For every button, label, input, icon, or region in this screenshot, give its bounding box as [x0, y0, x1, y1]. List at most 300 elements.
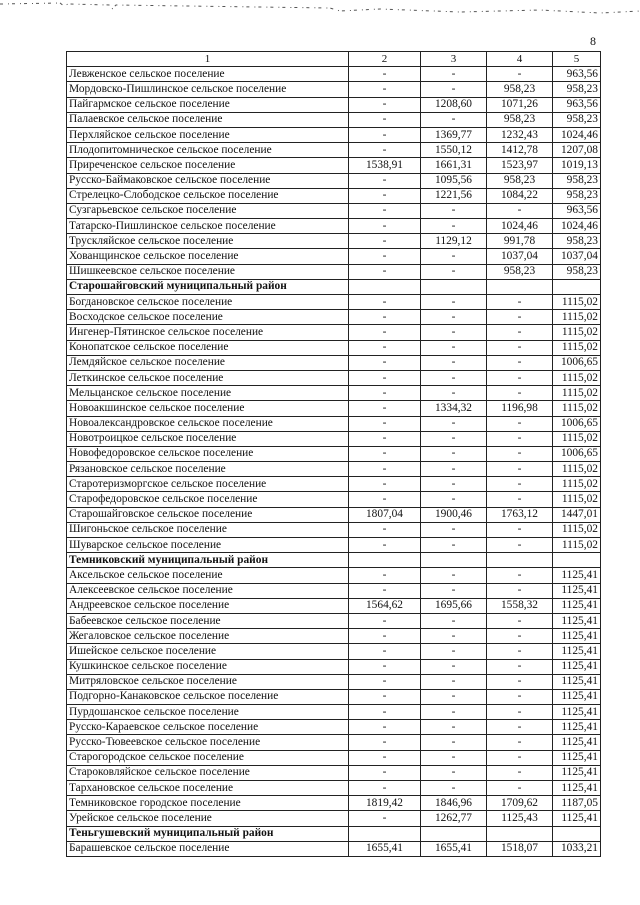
- settlement-name-cell: Аксельское сельское поселение: [67, 568, 349, 583]
- table-row: [67, 735, 601, 750]
- settlement-name-cell: Левженское сельское поселение: [67, 67, 349, 82]
- col4-value-cell: -: [487, 629, 553, 644]
- col4-value-cell: 1024,46: [487, 219, 553, 234]
- col5-value-cell: 1125,41: [553, 735, 601, 750]
- col2-value-cell: [349, 279, 421, 294]
- col3-value-cell: 1695,66: [421, 598, 487, 613]
- settlement-name-cell: Татарско-Пишлинское сельское поселение: [67, 219, 349, 234]
- col2-value-cell: -: [349, 492, 421, 507]
- settlement-name-cell: Мордовско-Пишлинское сельское поселение: [67, 82, 349, 97]
- table-body: [67, 67, 601, 857]
- table-row: [67, 370, 601, 385]
- table-row: [67, 705, 601, 720]
- settlement-name-cell: Старогородское сельское поселение: [67, 750, 349, 765]
- col5-value-cell: 1115,02: [553, 310, 601, 325]
- settlement-name-cell: Рязановское сельское поселение: [67, 462, 349, 477]
- col3-value-cell: -: [421, 644, 487, 659]
- col5-value-cell: 1115,02: [553, 522, 601, 537]
- col4-value-cell: -: [487, 750, 553, 765]
- col3-value-cell: 1661,31: [421, 158, 487, 173]
- settlement-name-cell: Новоалександровское сельское поселение: [67, 416, 349, 431]
- col2-value-cell: -: [349, 705, 421, 720]
- col4-value-cell: -: [487, 538, 553, 553]
- col5-value-cell: 1006,65: [553, 446, 601, 461]
- col2-value-cell: -: [349, 264, 421, 279]
- table-row: [67, 644, 601, 659]
- col3-value-cell: -: [421, 765, 487, 780]
- col5-value-cell: 1125,41: [553, 765, 601, 780]
- settlement-name-cell: Русско-Караевское сельское поселение: [67, 720, 349, 735]
- table-row: [67, 234, 601, 249]
- col3-value-cell: 1095,56: [421, 173, 487, 188]
- table-row: [67, 203, 601, 218]
- settlement-name-cell: Жегаловское сельское поселение: [67, 629, 349, 644]
- col3-value-cell: -: [421, 659, 487, 674]
- col4-value-cell: -: [487, 674, 553, 689]
- col2-value-cell: -: [349, 127, 421, 142]
- col5-value-cell: 1125,41: [553, 629, 601, 644]
- settlement-name-cell: Приреченское сельское поселение: [67, 158, 349, 173]
- col4-value-cell: -: [487, 720, 553, 735]
- col4-value-cell: [487, 279, 553, 294]
- col4-value-cell: 1071,26: [487, 97, 553, 112]
- col2-value-cell: -: [349, 735, 421, 750]
- table-row: [67, 416, 601, 431]
- settlement-name-cell: Мельцанское сельское поселение: [67, 386, 349, 401]
- table-row: [67, 538, 601, 553]
- column-header: 3: [421, 52, 487, 67]
- settlement-name-cell: Шигоньское сельское поселение: [67, 522, 349, 537]
- col3-value-cell: -: [421, 325, 487, 340]
- col4-value-cell: 1125,43: [487, 811, 553, 826]
- col3-value-cell: -: [421, 67, 487, 82]
- col3-value-cell: -: [421, 355, 487, 370]
- table-row: [67, 720, 601, 735]
- col2-value-cell: -: [349, 295, 421, 310]
- col5-value-cell: 958,23: [553, 173, 601, 188]
- col3-value-cell: -: [421, 735, 487, 750]
- table-row: [67, 674, 601, 689]
- district-name-cell: Темниковский муниципальный район: [67, 553, 349, 568]
- col4-value-cell: -: [487, 522, 553, 537]
- table-row: [67, 781, 601, 796]
- col2-value-cell: -: [349, 720, 421, 735]
- settlement-name-cell: Русско-Тювеевское сельское поселение: [67, 735, 349, 750]
- col4-value-cell: 1196,98: [487, 401, 553, 416]
- col3-value-cell: -: [421, 219, 487, 234]
- col5-value-cell: 1125,41: [553, 598, 601, 613]
- settlement-name-cell: Русско-Баймаковское сельское поселение: [67, 173, 349, 188]
- settlement-name-cell: Перхляйское сельское поселение: [67, 127, 349, 142]
- col3-value-cell: -: [421, 446, 487, 461]
- col2-value-cell: -: [349, 340, 421, 355]
- settlement-name-cell: Трускляйское сельское поселение: [67, 234, 349, 249]
- col3-value-cell: -: [421, 462, 487, 477]
- col4-value-cell: -: [487, 583, 553, 598]
- col2-value-cell: -: [349, 143, 421, 158]
- table-row: [67, 431, 601, 446]
- table-row: [67, 689, 601, 704]
- col2-value-cell: -: [349, 97, 421, 112]
- table-row: [67, 401, 601, 416]
- col3-value-cell: -: [421, 613, 487, 628]
- settlement-name-cell: Новофедоровское сельское поселение: [67, 446, 349, 461]
- col4-value-cell: 958,23: [487, 264, 553, 279]
- table-row: [67, 462, 601, 477]
- table-row: [67, 264, 601, 279]
- table-row: [67, 325, 601, 340]
- table-row: [67, 386, 601, 401]
- settlement-name-cell: Восходское сельское поселение: [67, 310, 349, 325]
- col5-value-cell: 1125,41: [553, 568, 601, 583]
- table-row: [67, 340, 601, 355]
- col3-value-cell: -: [421, 689, 487, 704]
- col2-value-cell: -: [349, 568, 421, 583]
- col3-value-cell: -: [421, 750, 487, 765]
- col5-value-cell: 1125,41: [553, 689, 601, 704]
- col3-value-cell: -: [421, 583, 487, 598]
- col4-value-cell: -: [487, 735, 553, 750]
- col2-value-cell: -: [349, 446, 421, 461]
- settlement-name-cell: Хованщинское сельское поселение: [67, 249, 349, 264]
- col2-value-cell: -: [349, 538, 421, 553]
- col4-value-cell: [487, 553, 553, 568]
- settlement-name-cell: Подгорно-Канаковское сельское поселение: [67, 689, 349, 704]
- settlement-name-cell: Барашевское сельское поселение: [67, 841, 349, 856]
- table-row: [67, 507, 601, 522]
- col4-value-cell: 1523,97: [487, 158, 553, 173]
- col5-value-cell: 1447,01: [553, 507, 601, 522]
- page-number: 8: [590, 34, 596, 48]
- table-row: [67, 173, 601, 188]
- col4-value-cell: -: [487, 310, 553, 325]
- column-header: 1: [67, 52, 349, 67]
- table-row: [67, 82, 601, 97]
- settlement-name-cell: Конопатское сельское поселение: [67, 340, 349, 355]
- settlement-name-cell: Бабеевское сельское поселение: [67, 613, 349, 628]
- table-row: [67, 598, 601, 613]
- settlement-name-cell: Стрелецко-Слободское сельское поселение: [67, 188, 349, 203]
- col2-value-cell: 1538,91: [349, 158, 421, 173]
- col5-value-cell: [553, 279, 601, 294]
- settlement-name-cell: Пайгармское сельское поселение: [67, 97, 349, 112]
- col5-value-cell: [553, 553, 601, 568]
- col2-value-cell: -: [349, 112, 421, 127]
- col4-value-cell: -: [487, 462, 553, 477]
- col3-value-cell: [421, 279, 487, 294]
- table-row: [67, 127, 601, 142]
- district-header-row: [67, 553, 601, 568]
- col3-value-cell: 1846,96: [421, 796, 487, 811]
- col5-value-cell: 1115,02: [553, 401, 601, 416]
- col4-value-cell: 958,23: [487, 112, 553, 127]
- col3-value-cell: -: [421, 370, 487, 385]
- col2-value-cell: -: [349, 689, 421, 704]
- data-table: [66, 51, 601, 857]
- col5-value-cell: 963,56: [553, 203, 601, 218]
- col5-value-cell: 1115,02: [553, 340, 601, 355]
- table-row: [67, 249, 601, 264]
- col3-value-cell: [421, 553, 487, 568]
- col2-value-cell: -: [349, 310, 421, 325]
- settlement-name-cell: Старофедоровское сельское поселение: [67, 492, 349, 507]
- col5-value-cell: 1125,41: [553, 613, 601, 628]
- table-row: [67, 765, 601, 780]
- col3-value-cell: -: [421, 720, 487, 735]
- col4-value-cell: 991,78: [487, 234, 553, 249]
- settlement-name-cell: Ишейское сельское поселение: [67, 644, 349, 659]
- table-row: [67, 629, 601, 644]
- table-row: [67, 750, 601, 765]
- table-row: [67, 659, 601, 674]
- col2-value-cell: [349, 553, 421, 568]
- col2-value-cell: -: [349, 765, 421, 780]
- col3-value-cell: 1550,12: [421, 143, 487, 158]
- col4-value-cell: -: [487, 295, 553, 310]
- settlement-name-cell: Темниковское городское поселение: [67, 796, 349, 811]
- col2-value-cell: -: [349, 644, 421, 659]
- col5-value-cell: 958,23: [553, 234, 601, 249]
- col4-value-cell: -: [487, 705, 553, 720]
- col4-value-cell: [487, 826, 553, 841]
- settlement-name-cell: Новоакшинское сельское поселение: [67, 401, 349, 416]
- col3-value-cell: -: [421, 340, 487, 355]
- col3-value-cell: -: [421, 477, 487, 492]
- col5-value-cell: 958,23: [553, 82, 601, 97]
- col2-value-cell: -: [349, 811, 421, 826]
- settlement-name-cell: Тархановское сельское поселение: [67, 781, 349, 796]
- col5-value-cell: 1033,21: [553, 841, 601, 856]
- col5-value-cell: 1037,04: [553, 249, 601, 264]
- col4-value-cell: -: [487, 568, 553, 583]
- col4-value-cell: -: [487, 765, 553, 780]
- col2-value-cell: -: [349, 355, 421, 370]
- col5-value-cell: 963,56: [553, 97, 601, 112]
- col4-value-cell: -: [487, 613, 553, 628]
- settlement-name-cell: Шуварское сельское поселение: [67, 538, 349, 553]
- table-row: [67, 811, 601, 826]
- col5-value-cell: 1125,41: [553, 720, 601, 735]
- col4-value-cell: 1037,04: [487, 249, 553, 264]
- col4-value-cell: -: [487, 203, 553, 218]
- col3-value-cell: -: [421, 386, 487, 401]
- col2-value-cell: -: [349, 386, 421, 401]
- col4-value-cell: 958,23: [487, 173, 553, 188]
- col2-value-cell: -: [349, 659, 421, 674]
- table-row: [67, 295, 601, 310]
- column-header: 5: [553, 52, 601, 67]
- column-header: 2: [349, 52, 421, 67]
- col5-value-cell: 1125,41: [553, 750, 601, 765]
- col5-value-cell: 1115,02: [553, 492, 601, 507]
- table-row: [67, 97, 601, 112]
- col5-value-cell: 1125,41: [553, 644, 601, 659]
- settlement-name-cell: Новотроицкое сельское поселение: [67, 431, 349, 446]
- col5-value-cell: 1115,02: [553, 295, 601, 310]
- settlement-name-cell: Леткинское сельское поселение: [67, 370, 349, 385]
- col3-value-cell: [421, 826, 487, 841]
- col4-value-cell: 1232,43: [487, 127, 553, 142]
- col4-value-cell: -: [487, 689, 553, 704]
- col5-value-cell: 1115,02: [553, 325, 601, 340]
- district-name-cell: Теньгушевский муниципальный район: [67, 826, 349, 841]
- col2-value-cell: -: [349, 173, 421, 188]
- col3-value-cell: 1900,46: [421, 507, 487, 522]
- col5-value-cell: 958,23: [553, 112, 601, 127]
- table-row: [67, 355, 601, 370]
- col5-value-cell: 1019,13: [553, 158, 601, 173]
- col4-value-cell: -: [487, 644, 553, 659]
- settlement-name-cell: Староковляйское сельское поселение: [67, 765, 349, 780]
- col2-value-cell: -: [349, 431, 421, 446]
- col4-value-cell: 1412,78: [487, 143, 553, 158]
- col5-value-cell: 1125,41: [553, 583, 601, 598]
- col2-value-cell: -: [349, 750, 421, 765]
- col3-value-cell: -: [421, 538, 487, 553]
- table-row: [67, 568, 601, 583]
- col4-value-cell: -: [487, 492, 553, 507]
- col3-value-cell: -: [421, 310, 487, 325]
- col4-value-cell: -: [487, 340, 553, 355]
- col2-value-cell: -: [349, 203, 421, 218]
- settlement-name-cell: Сузгарьевское сельское поселение: [67, 203, 349, 218]
- col4-value-cell: 1518,07: [487, 841, 553, 856]
- col2-value-cell: -: [349, 416, 421, 431]
- settlement-name-cell: Урейское сельское поселение: [67, 811, 349, 826]
- col2-value-cell: -: [349, 613, 421, 628]
- col5-value-cell: 963,56: [553, 67, 601, 82]
- col3-value-cell: -: [421, 295, 487, 310]
- col2-value-cell: -: [349, 477, 421, 492]
- settlement-name-cell: Старотеризморгское сельское поселение: [67, 477, 349, 492]
- col5-value-cell: 1187,05: [553, 796, 601, 811]
- district-name-cell: Старошайговский муниципальный район: [67, 279, 349, 294]
- col3-value-cell: 1655,41: [421, 841, 487, 856]
- col3-value-cell: -: [421, 629, 487, 644]
- col2-value-cell: -: [349, 67, 421, 82]
- col4-value-cell: -: [487, 355, 553, 370]
- col5-value-cell: 1125,41: [553, 659, 601, 674]
- settlement-name-cell: Плодопитомническое сельское поселение: [67, 143, 349, 158]
- col3-value-cell: -: [421, 568, 487, 583]
- col2-value-cell: [349, 826, 421, 841]
- col5-value-cell: 1125,41: [553, 705, 601, 720]
- settlement-name-cell: Алексеевское сельское поселение: [67, 583, 349, 598]
- col5-value-cell: 958,23: [553, 188, 601, 203]
- col4-value-cell: 1709,62: [487, 796, 553, 811]
- settlement-name-cell: Пурдошанское сельское поселение: [67, 705, 349, 720]
- header-row: [67, 52, 601, 67]
- table-row: [67, 310, 601, 325]
- table-row: [67, 67, 601, 82]
- settlement-name-cell: Митряловское сельское поселение: [67, 674, 349, 689]
- settlement-name-cell: Старошайговское сельское поселение: [67, 507, 349, 522]
- col2-value-cell: -: [349, 188, 421, 203]
- col3-value-cell: 1369,77: [421, 127, 487, 142]
- col5-value-cell: 1115,02: [553, 477, 601, 492]
- col2-value-cell: -: [349, 674, 421, 689]
- settlement-name-cell: Палаевское сельское поселение: [67, 112, 349, 127]
- scan-edge-artifact: [0, 0, 640, 14]
- col2-value-cell: 1807,04: [349, 507, 421, 522]
- settlement-name-cell: Шишкеевское сельское поселение: [67, 264, 349, 279]
- col2-value-cell: -: [349, 370, 421, 385]
- col5-value-cell: 1115,02: [553, 538, 601, 553]
- district-header-row: [67, 279, 601, 294]
- col2-value-cell: 1564,62: [349, 598, 421, 613]
- col5-value-cell: 1006,65: [553, 416, 601, 431]
- col2-value-cell: 1819,42: [349, 796, 421, 811]
- col5-value-cell: 1207,08: [553, 143, 601, 158]
- col3-value-cell: -: [421, 674, 487, 689]
- column-header: 4: [487, 52, 553, 67]
- table-row: [67, 613, 601, 628]
- col5-value-cell: 1115,02: [553, 431, 601, 446]
- col4-value-cell: -: [487, 781, 553, 796]
- col2-value-cell: -: [349, 462, 421, 477]
- col4-value-cell: -: [487, 431, 553, 446]
- district-header-row: [67, 826, 601, 841]
- col5-value-cell: [553, 826, 601, 841]
- col4-value-cell: 1084,22: [487, 188, 553, 203]
- settlement-name-cell: Лемдяйское сельское поселение: [67, 355, 349, 370]
- settlement-name-cell: Богдановское сельское поселение: [67, 295, 349, 310]
- col3-value-cell: 1221,56: [421, 188, 487, 203]
- col2-value-cell: -: [349, 781, 421, 796]
- col3-value-cell: -: [421, 112, 487, 127]
- col4-value-cell: -: [487, 416, 553, 431]
- col3-value-cell: -: [421, 82, 487, 97]
- col3-value-cell: -: [421, 416, 487, 431]
- col4-value-cell: 958,23: [487, 82, 553, 97]
- col2-value-cell: 1655,41: [349, 841, 421, 856]
- table-row: [67, 492, 601, 507]
- col3-value-cell: 1208,60: [421, 97, 487, 112]
- table-row: [67, 796, 601, 811]
- col3-value-cell: -: [421, 431, 487, 446]
- table-row: [67, 841, 601, 856]
- col5-value-cell: 1115,02: [553, 370, 601, 385]
- col2-value-cell: -: [349, 219, 421, 234]
- table-row: [67, 583, 601, 598]
- col4-value-cell: -: [487, 446, 553, 461]
- col4-value-cell: -: [487, 386, 553, 401]
- col3-value-cell: -: [421, 781, 487, 796]
- col5-value-cell: 958,23: [553, 264, 601, 279]
- col5-value-cell: 1024,46: [553, 219, 601, 234]
- col3-value-cell: -: [421, 492, 487, 507]
- col4-value-cell: -: [487, 477, 553, 492]
- col2-value-cell: -: [349, 583, 421, 598]
- col3-value-cell: -: [421, 203, 487, 218]
- col5-value-cell: 1115,02: [553, 386, 601, 401]
- table-row: [67, 522, 601, 537]
- col3-value-cell: -: [421, 264, 487, 279]
- col3-value-cell: 1262,77: [421, 811, 487, 826]
- col4-value-cell: 1558,32: [487, 598, 553, 613]
- settlement-name-cell: Андреевское сельское поселение: [67, 598, 349, 613]
- settlement-name-cell: Ингенер-Пятинское сельское поселение: [67, 325, 349, 340]
- col3-value-cell: -: [421, 249, 487, 264]
- col2-value-cell: -: [349, 325, 421, 340]
- table-row: [67, 188, 601, 203]
- col4-value-cell: -: [487, 659, 553, 674]
- col3-value-cell: -: [421, 522, 487, 537]
- col5-value-cell: 1125,41: [553, 781, 601, 796]
- col3-value-cell: 1334,32: [421, 401, 487, 416]
- col4-value-cell: 1763,12: [487, 507, 553, 522]
- col3-value-cell: 1129,12: [421, 234, 487, 249]
